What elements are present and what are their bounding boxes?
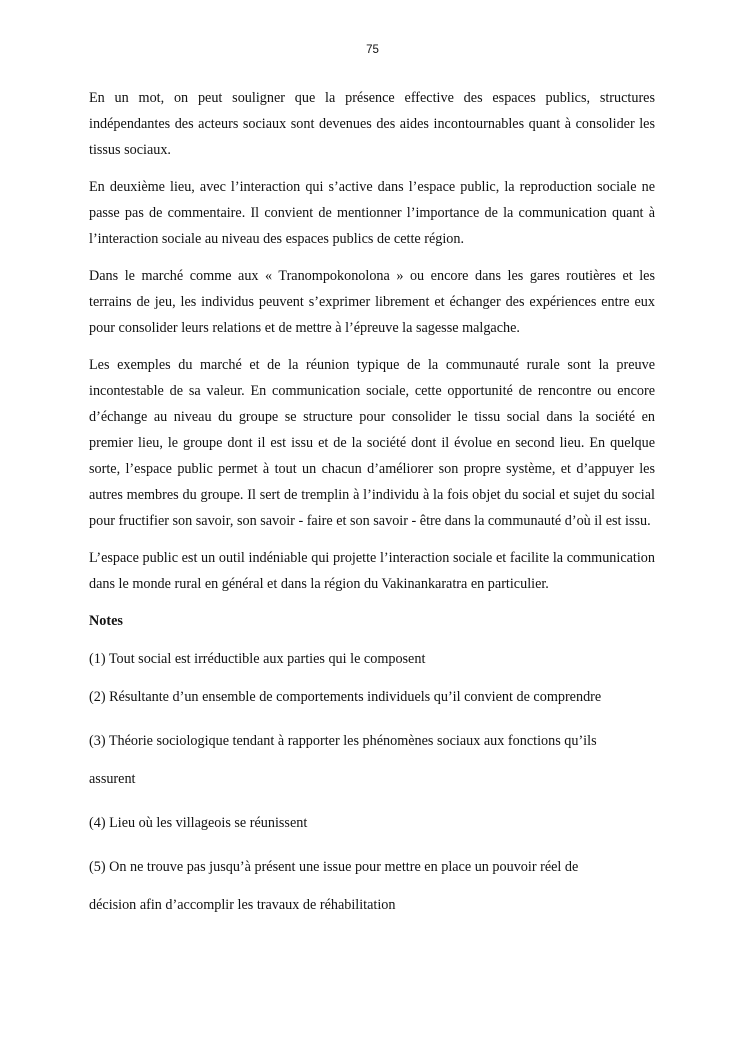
note-5 xyxy=(89,848,655,924)
note-3-line-1: (3) Théorie sociologique tendant à rapporter les phénomènes sociaux aux fonctions qu’ils xyxy=(89,733,597,749)
notes-heading: Notes xyxy=(89,613,123,629)
page-number: 75 xyxy=(366,44,379,56)
note-5-line-1: (5) On ne trouve pas jusqu’à présent une issue pour mettre en place un pouvoir réel de xyxy=(89,859,579,875)
note-3-line-2: assurent xyxy=(89,771,136,787)
note-3 xyxy=(89,722,655,798)
note-5-line-2: décision afin d’accomplir les travaux de réhabilitation xyxy=(89,897,396,913)
paragraph-1: En un mot, on peut souligner que la présence effective des espaces publics, structures indépendantes des acteurs sociaux sont devenues des aides incontournables quant à consolider les tissus sociaux. xyxy=(89,90,655,158)
note-1: (1) Tout social est irréductible aux parties qui le composent xyxy=(89,651,426,667)
document-body xyxy=(89,85,655,924)
note-2: (2) Résultante d’un ensemble de comportements individuels qu’il convient de comprendre xyxy=(89,689,602,705)
note-4: (4) Lieu où les villageois se réunissent xyxy=(89,815,308,831)
paragraph-4: Les exemples du marché et de la réunion typique de la communauté rurale sont la preuve incontestable de sa valeur. En communication sociale, cette opportunité de rencontre ou encore d’échange au niveau du groupe se structure pour consolider le tissu social dans la société en premier lieu, le groupe dont il est issu et de la société dont il évolue en second lieu. En quelque sorte, l’espace public permet à tout un chacun d’améliorer son propre système, et d’appuyer les autres membres du groupe. Il sert de tremplin à l’individu à la fois objet du social et sujet du social pour fructifier son savoir, son savoir - faire et son savoir - être dans la communauté d’où il est issu. xyxy=(89,357,655,529)
paragraph-5: L’espace public est un outil indéniable qui projette l’interaction sociale et facilite la communication dans le monde rural en général et dans la région du Vakinankaratra en particulier. xyxy=(89,550,655,592)
paragraph-3: Dans le marché comme aux « Tranompokonolona » ou encore dans les gares routières et les terrains de jeu, les individus peuvent s’exprimer librement et échanger des expériences entre eux pour consolider leurs relations et de mettre à l’épreuve la sagesse malgache. xyxy=(89,268,655,336)
paragraph-2: En deuxième lieu, avec l’interaction qui s’active dans l’espace public, la reproduction sociale ne passe pas de commentaire. Il convient de mentionner l’importance de la communication quant à l’interaction sociale au niveau des espaces publics de cette région. xyxy=(89,179,655,247)
